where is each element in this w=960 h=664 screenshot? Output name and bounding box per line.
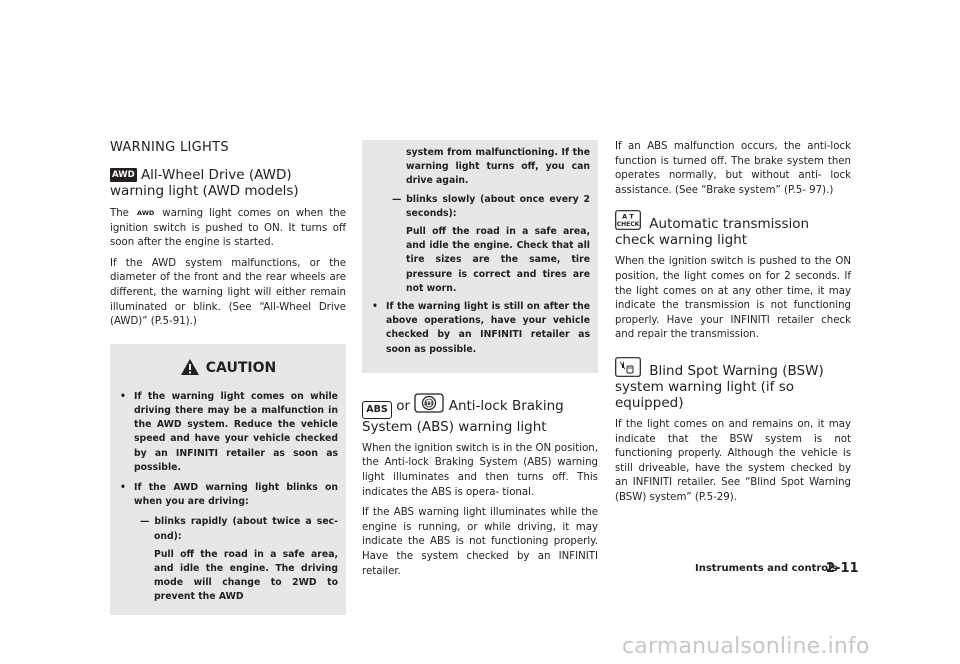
abs-warning-icon: ABS	[362, 401, 392, 419]
watermark-text: carmanualsonline.info	[622, 634, 870, 659]
abs-or: or	[396, 397, 411, 414]
caution-bullet-3: • If the warning light is still on after the above operations, have your vehicle checked by an INFINITI retailer as soon as possible.	[370, 300, 590, 357]
abs-heading	[362, 393, 598, 435]
caution-box-continued	[362, 140, 598, 373]
bsw-title: Blind Spot Warning (BSW) system warning light (if so equipped)	[615, 362, 824, 411]
abs-paragraph-1: When the ignition switch is in the ON position, the Anti-lock Braking System (ABS) warning light illuminates and then turns off. This indicates the ABS is opera- tional.	[362, 442, 598, 498]
at-check-icon-line1: A T	[622, 212, 634, 221]
at-check-title: Automatic transmission check warning light	[615, 216, 810, 249]
caution-dash-1-body-part2: system from malfunctioning. If the warning light turns off, you can drive again.	[406, 147, 590, 187]
at-check-icon	[615, 210, 641, 230]
caution-dash-2-body: Pull off the road in a safe area, and idle the engine. Check that all tire sizes are the same, tire pressure is correct and tires are not worn.	[406, 226, 590, 294]
svg-text:ABS: ABS	[424, 400, 435, 406]
column-1	[110, 140, 346, 615]
caution-bullet-2: • If the AWD warning light blinks on when you are driving:	[118, 481, 338, 509]
awd-paragraph-2: If the AWD system malfunctions, or the diameter of the front and the rear wheels are different, the warning light will either remain illuminated or blink. (See “All-Wheel Drive (AWD)” (P.5-91).)	[110, 257, 346, 328]
section-title: WARNING LIGHTS	[110, 140, 229, 155]
column-2	[362, 140, 598, 585]
caution-dash-1: — blinks rapidly (about twice a sec- ond):	[140, 516, 338, 542]
caution-box	[110, 344, 346, 615]
footer-section-name: Instruments and controls	[695, 563, 838, 574]
page-number: 2-11	[826, 561, 859, 576]
abs-title: Anti-lock Braking System (ABS) warning light	[362, 397, 564, 435]
brake-circle-icon	[414, 393, 444, 413]
caution-label: CAUTION	[205, 359, 277, 376]
caution-dash-1-body-part1: Pull off the road in a safe area, and idle the engine. The driving mode will change to 2WD to prevent the AWD	[154, 548, 338, 603]
warning-triangle-icon	[180, 358, 200, 376]
awd-title: All-Wheel Drive (AWD) warning light (AWD models)	[110, 167, 299, 199]
at-check-icon-line2: CHECK	[616, 221, 640, 229]
awd-warning-icon: AWD	[112, 170, 135, 180]
caution-bullet-1: • If the warning light comes on while driving there may be a malfunction in the AWD system. Reduce the vehicle speed and have your vehicle checked by an INFINITI retailer as soon as possible.	[118, 390, 338, 475]
caution-dash-2: — blinks slowly (about once every 2 seconds):	[392, 193, 590, 219]
caution-heading	[118, 358, 338, 376]
blind-spot-car-icon	[615, 357, 641, 377]
abs-paragraph-3: If an ABS malfunction occurs, the anti-lock function is turned off. The brake system then operates normally, but without anti- lock assistance. (See “Brake system” (P.5- 97).)	[615, 141, 851, 196]
abs-paragraph-2: If the ABS warning light illuminates while the engine is running, or while driving, it may indicate the ABS is not functioning properly. Have the system checked by an INFINITI retailer.	[362, 507, 598, 577]
awd-inline-icon: AWD	[136, 209, 155, 217]
bsw-paragraph: If the light comes on and remains on, it may indicate that the BSW system is not functioning properly. Although the vehicle is still driveable, have the system checked by an INFINITI retailer. See “Blind Spot Warning (BSW) system” (P.5-29).	[615, 418, 851, 503]
awd-paragraph-1	[110, 206, 346, 251]
awd-p1-post: warning light comes on when the ignition switch is pushed to ON. It turns off soon after the engine is started.	[110, 208, 346, 249]
bsw-heading	[615, 357, 851, 411]
awd-heading	[110, 167, 346, 199]
awd-p1-pre: The	[110, 208, 129, 219]
at-check-paragraph: When the ignition switch is pushed to the ON position, the light comes on for 2 seconds. If the light comes on at any other time, it may indicate the transmission is not functioning properly. Have your INFINITI retailer check and repair the transmission.	[615, 256, 851, 341]
at-check-heading	[615, 210, 851, 248]
column-3	[615, 140, 851, 512]
